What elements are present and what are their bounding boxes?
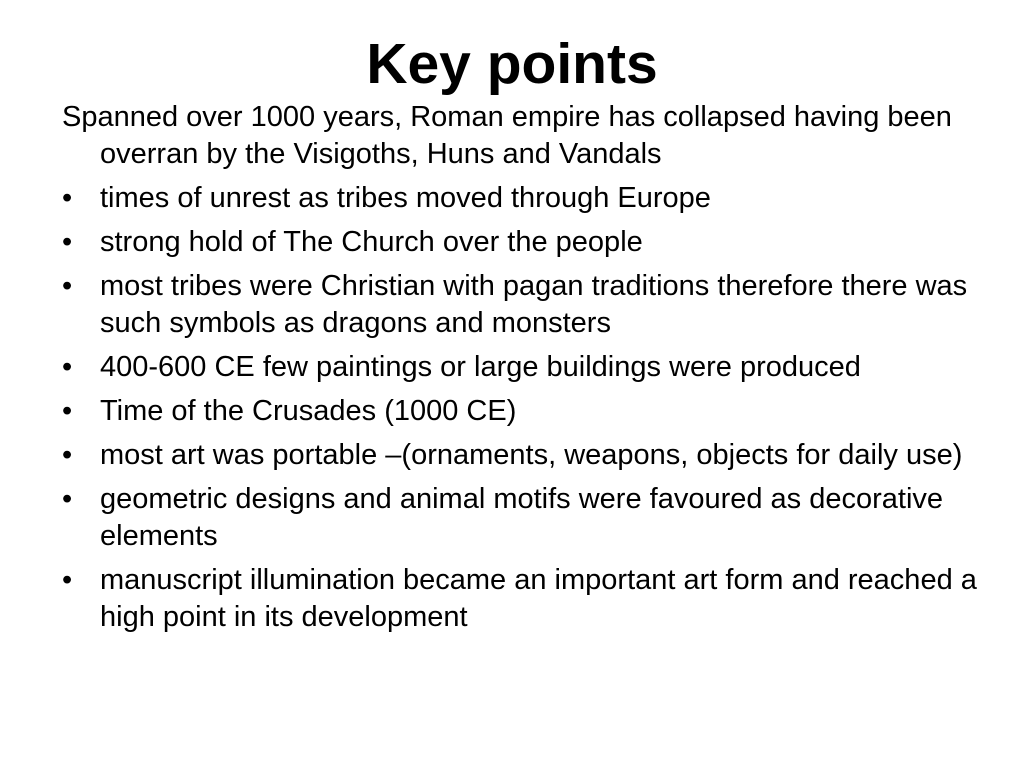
bullet-text: times of unrest as tribes moved through Europe (100, 182, 711, 214)
bullet-text: 400-600 CE few paintings or large buildings were produced (100, 351, 861, 383)
bullet-icon: • (62, 439, 73, 471)
bullet-text: manuscript illumination became an important art form and reached a high point in its development (100, 564, 977, 633)
bullet-text: most tribes were Christian with pagan traditions therefore there was such symbols as dragons and monsters (100, 270, 968, 339)
bullet-item (62, 437, 982, 474)
bullet-item (62, 268, 982, 342)
bullet-icon: • (62, 182, 73, 214)
bullet-item (62, 224, 982, 261)
slide-title: Key points (366, 32, 658, 96)
bullet-item (62, 481, 982, 555)
bullet-icon: • (62, 564, 73, 596)
bullet-icon: • (62, 483, 73, 515)
bullet-text: most art was portable –(ornaments, weapons, objects for daily use) (100, 439, 963, 471)
intro-paragraph: Spanned over 1000 years, Roman empire has collapsed having been overran by the Visigoths, Huns and Vandals (62, 101, 952, 170)
bullet-text: strong hold of The Church over the people (100, 226, 643, 258)
bullet-item (62, 180, 982, 217)
bullet-item (62, 393, 982, 430)
bullet-icon: • (62, 270, 73, 302)
bullet-icon: • (62, 226, 73, 258)
bullet-item (62, 562, 982, 636)
bullet-text: geometric designs and animal motifs were favoured as decorative elements (100, 483, 944, 552)
bullet-icon: • (62, 351, 73, 383)
bullet-list (62, 180, 982, 636)
bullet-text: Time of the Crusades (1000 CE) (100, 395, 517, 427)
bullet-item (62, 349, 982, 386)
bullet-icon: • (62, 395, 73, 427)
slide-content (62, 99, 982, 643)
